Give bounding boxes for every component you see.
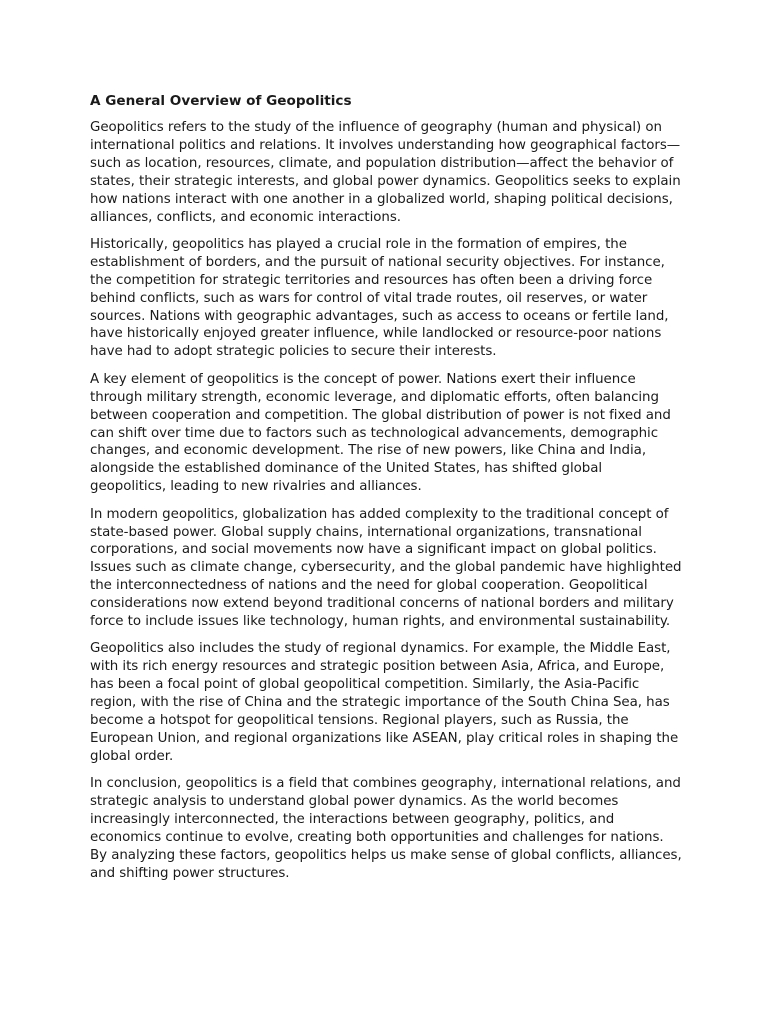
paragraph-intro: Geopolitics refers to the study of the influence of geography (human and physical) on international politics and relations. It involves understanding how geographical factors—such as location, resources, climate, and population distribution—affect the behavior of states, their strategic interests, and global power dynamics. Geopolitics seeks to explain how nations interact with one another in a globalized world, shaping political decisions, alliances, conflicts, and economic interactions.	[90, 120, 681, 225]
document-page	[90, 92, 682, 892]
paragraph-power: A key element of geopolitics is the concept of power. Nations exert their influence through military strength, economic leverage, and diplomatic efforts, often balancing between cooperation and competition. The global distribution of power is not fixed and can shift over time due to factors such as technological advancements, demographic changes, and economic development. The rise of new powers, like China and India, alongside the established dominance of the United States, has shifted global geopolitics, leading to new rivalries and alliances.	[90, 371, 671, 495]
paragraph-history: Historically, geopolitics has played a crucial role in the formation of empires, the establishment of borders, and the pursuit of national security objectives. For instance, the competition for strategic territories and resources has often been a driving force behind conflicts, such as wars for control of vital trade routes, oil reserves, or water sources. Nations with geographic advantages, such as access to oceans or fertile land, have historically enjoyed greater influence, while landlocked or resource-poor nations have had to adopt strategic policies to secure their interests.	[90, 236, 669, 360]
paragraph-globalization: In modern geopolitics, globalization has added complexity to the traditional concept of state-based power. Global supply chains, international organizations, transnational corporations, and social movements now have a significant impact on global politics. Issues such as climate change, cybersecurity, and the global pandemic have highlighted the interconnectedness of nations and the need for global cooperation. Geopolitical considerations now extend beyond traditional concerns of national borders and military force to include issues like technology, human rights, and environmental sustainability.	[90, 506, 682, 630]
paragraph-regional: Geopolitics also includes the study of regional dynamics. For example, the Middle East, with its rich energy resources and strategic position between Asia, Africa, and Europe, has been a focal point of global geopolitical competition. Similarly, the Asia-Pacific region, with the rise of China and the strategic importance of the South China Sea, has become a hotspot for geopolitical tensions. Regional players, such as Russia, the European Union, and regional organizations like ASEAN, play critical roles in shaping the global order.	[90, 641, 679, 764]
paragraph-conclusion: In conclusion, geopolitics is a field that combines geography, international relations, and strategic analysis to understand global power dynamics. As the world becomes increasingly interconnected, the interactions between geography, politics, and economics continue to evolve, creating both opportunities and challenges for nations. By analyzing these factors, geopolitics helps us make sense of global conflicts, alliances, and shifting power structures.	[90, 776, 682, 881]
document-title: A General Overview of Geopolitics	[90, 93, 352, 109]
